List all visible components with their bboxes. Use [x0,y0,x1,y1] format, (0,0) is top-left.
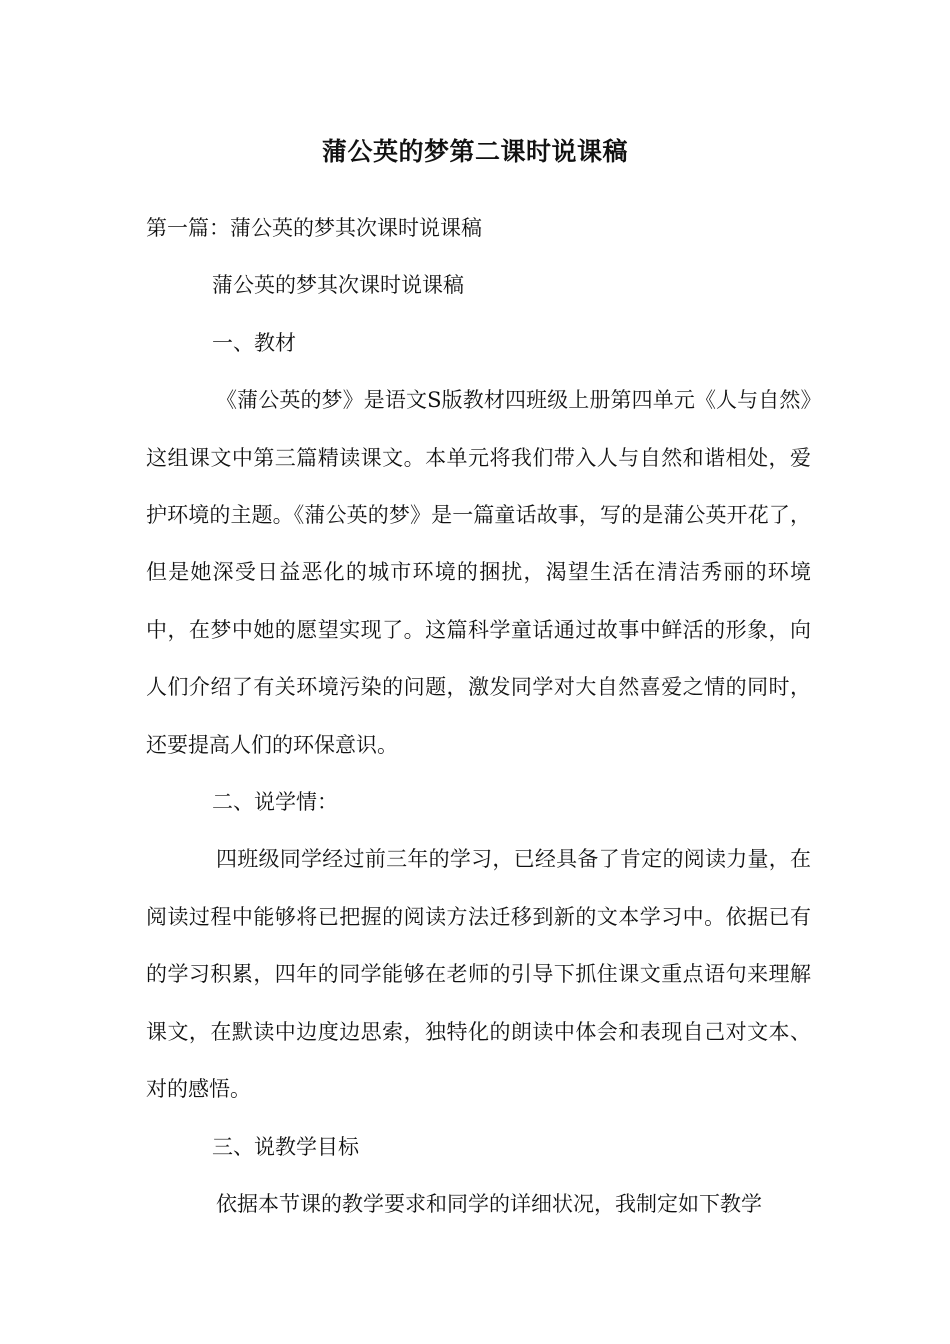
section-heading-textbook: 一、教材 [212,330,296,355]
document-title: 蒲公英的梦第二课时说课稿 [321,137,628,166]
paragraph-objectives: 依据本节课的教学要求和同学的详细状况，我制定如下教学 [216,1191,762,1216]
section-heading-learners: 二、说学情： [212,790,338,815]
part-label: 第一篇：蒲公英的梦其次课时说课稿 [146,216,482,240]
document-body [146,200,811,1233]
subtitle: 蒲公英的梦其次课时说课稿 [212,273,464,298]
section-heading-objectives: 三、说教学目标 [212,1134,359,1159]
paragraph-learners: 四班级同学经过前三年的学习，已经具备了肯定的阅读力量，在阅读过程中能够将已把握的阅读方法迁移到新的文本学习中。依据已有的学习积累，四年的同学能够在老师的引导下抓住课文重点语句来理解课文，在默读中边度边思索，独特化的朗读中体会和表现自己对文本、对的感悟。 [146,847,811,1102]
paragraph-textbook: 《蒲公英的梦》是语文S版教材四班级上册第四单元《人与自然》这组课文中第三篇精读课文。本单元将我们带入人与自然和谐相处，爱护环境的主题。《蒲公英的梦》是一篇童话故事，写的是蒲公英开花了，但是她深受日益恶化的城市环境的捆扰，渴望生活在清洁秀丽的环境中，在梦中她的愿望实现了。这篇科学童话通过故事中鲜活的形象，向人们介绍了有关环境污染的问题，激发同学对大自然喜爱之情的同时，还要提高人们的环保意识。 [146,388,811,757]
